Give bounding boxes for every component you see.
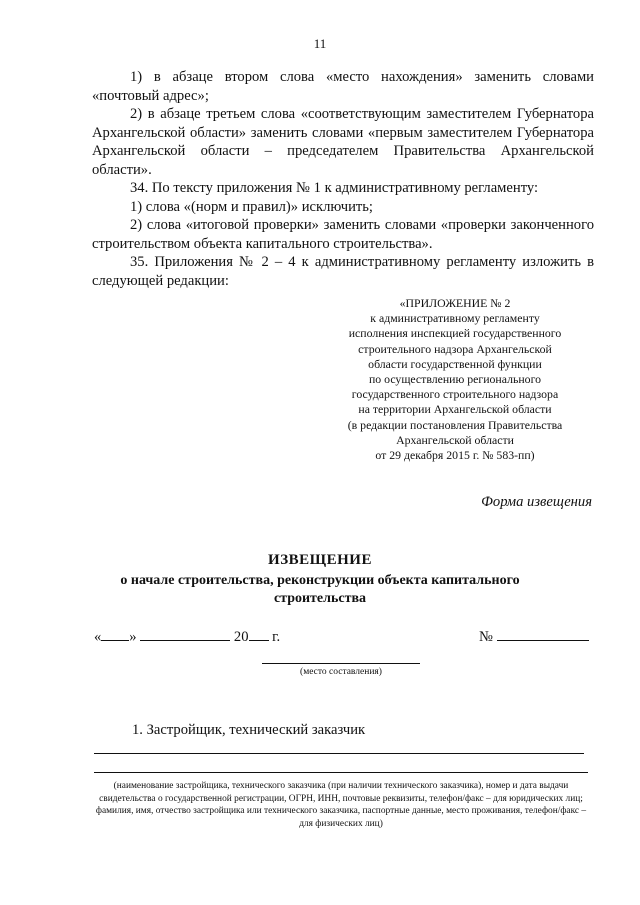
item1-note: (наименование застройщика, технического заказчика (при наличии технического заказчика), номер и дата выдачи свидетельства о государственной регистрации, ОГРН, ИНН, почтовые реквизиты, телефон/факс – для юридических лиц; фамилия, имя, отчество застройщика или технического заказчика, паспортные данные, место проживания, телефон/факс – для физических лиц) xyxy=(95,781,587,829)
number-blank[interactable] xyxy=(497,628,589,641)
appendix-line: Архангельской области xyxy=(396,432,514,447)
paragraph: 1) слова «(норм и правил)» исключить; xyxy=(130,198,373,215)
notice-subtitle-line: строительства xyxy=(273,591,367,606)
appendix-line: по осуществлению регионального xyxy=(368,372,542,387)
notice-subtitle-line: о начале строительства, реконструкции объекта капитального xyxy=(120,573,520,588)
year-suffix: г. xyxy=(272,629,281,645)
appendix-line: на территории Архангельской области xyxy=(358,402,552,417)
form-label: Форма извещения xyxy=(481,494,592,510)
paragraph: 34. По тексту приложения № 1 к административному регламенту: xyxy=(130,180,539,196)
day-blank[interactable] xyxy=(101,628,129,641)
appendix-line: исполнения инспекцией государственного xyxy=(348,326,562,341)
appendix-line: (в редакции постановления Правительства xyxy=(347,417,563,432)
item1-blank-line[interactable] xyxy=(94,772,588,773)
paragraph: 35. Приложения № 2 – 4 к административному регламенту изложить в следующей редакции: xyxy=(92,254,594,289)
notice-subtitle xyxy=(0,572,640,608)
paragraph: 2) слова «итоговой проверки» заменить словами «проверки законченного строительством объекта капитального строительства». xyxy=(92,217,594,252)
appendix-line: государственного строительного надзора xyxy=(351,387,559,402)
number-sign: № xyxy=(479,629,493,645)
appendix-line: от 29 декабря 2015 г. № 583-пп) xyxy=(375,448,535,463)
appendix-header xyxy=(330,296,580,463)
page-number: 11 xyxy=(313,36,327,51)
year-blank[interactable] xyxy=(249,628,269,641)
appendix-line: области государственной функции xyxy=(368,356,542,371)
appendix-line: строительного надзора Архангельской xyxy=(358,341,552,356)
notice-title: ИЗВЕЩЕНИЕ xyxy=(268,552,372,568)
open-quote: « xyxy=(94,629,102,645)
place-caption: (место составления) xyxy=(300,667,382,677)
place-blank[interactable] xyxy=(262,663,420,664)
year-prefix: 20 xyxy=(233,629,249,645)
number-field[interactable] xyxy=(479,628,589,646)
paragraph: 2) в абзаце третьем слова «соответствующим заместителем Губернатора Архангельской области» заменить словами «первым заместителем Губернатора Архангельской области – председателем Правительства Архангельской области». xyxy=(92,106,594,178)
close-quote: » xyxy=(129,629,137,645)
month-blank[interactable] xyxy=(140,628,230,641)
appendix-line: «ПРИЛОЖЕНИЕ № 2 xyxy=(399,296,511,310)
date-field[interactable] xyxy=(94,628,280,646)
item1-label: 1. Застройщик, технический заказчик xyxy=(132,722,366,738)
item1-blank-line[interactable] xyxy=(94,753,584,754)
paragraph: 1) в абзаце втором слова «место нахождения» заменить словами «почтовый адрес»; xyxy=(92,69,594,104)
appendix-line: к административному регламенту xyxy=(370,311,540,326)
body-text xyxy=(92,68,594,290)
